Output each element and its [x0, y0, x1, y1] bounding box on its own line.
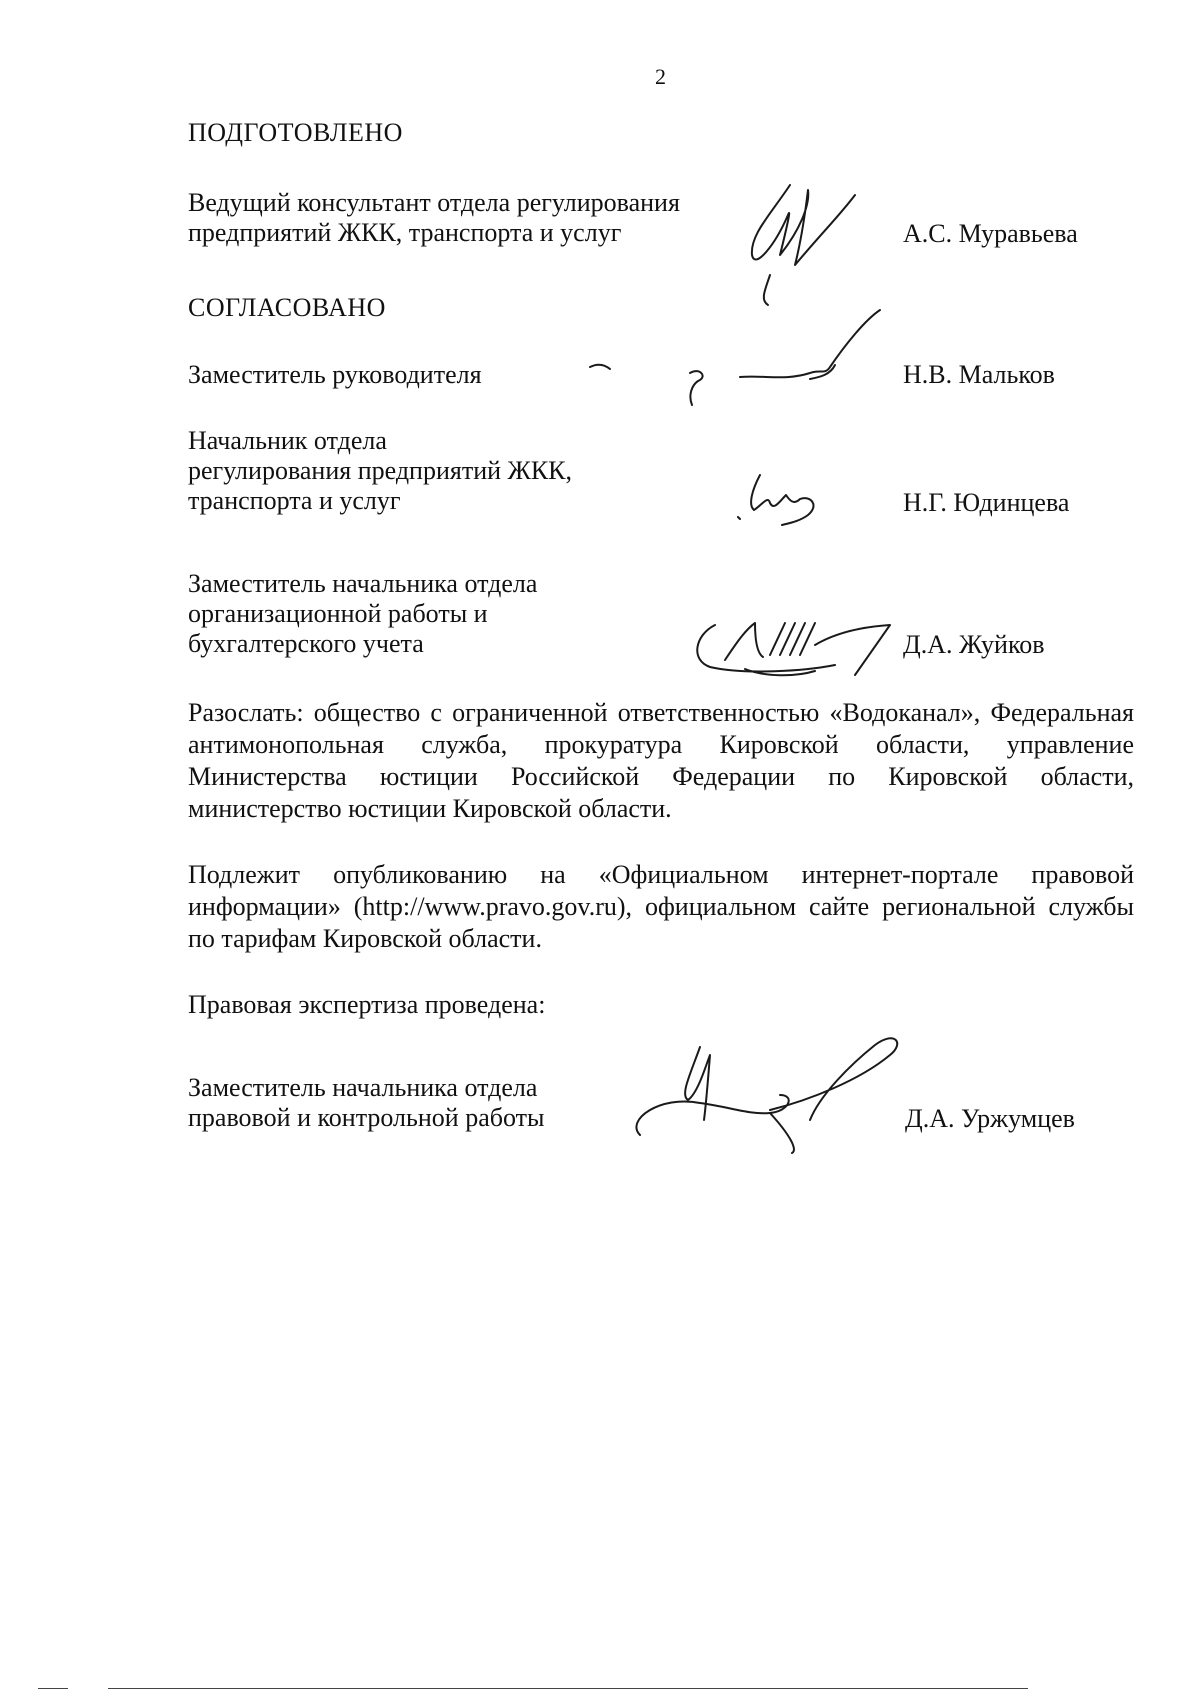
- position-line: Заместитель руководителя: [188, 360, 482, 389]
- signature-muravyeva: [730, 175, 880, 315]
- position-line: Заместитель начальника отдела: [188, 569, 538, 598]
- agreed-heading: СОГЛАСОВАНО: [188, 293, 386, 322]
- position-line: бухгалтерского учета: [188, 629, 424, 658]
- agreed-signer-2-position: [188, 426, 572, 516]
- legal-review-signer-name: Д.А. Уржумцев: [905, 1104, 1075, 1133]
- agreed-signer-1-name: Н.В. Мальков: [903, 360, 1055, 389]
- position-line: предприятий ЖКК, транспорта и услуг: [188, 218, 622, 247]
- signature-urzhumtsev: [620, 1025, 920, 1155]
- signature-yudintseva: [730, 465, 840, 535]
- legal-review-statement: Правовая экспертиза проведена:: [188, 990, 546, 1019]
- agreed-signer-3-position: [188, 569, 537, 659]
- prepared-heading: ПОДГОТОВЛЕНО: [188, 118, 403, 147]
- prepared-position: [188, 188, 680, 248]
- prepared-signer-name: А.С. Муравьева: [903, 219, 1078, 248]
- footer-rule-mark: [38, 1688, 68, 1689]
- agreed-signer-2-name: Н.Г. Юдинцева: [903, 488, 1070, 517]
- signature-zhuykov: [685, 605, 905, 685]
- agreed-signer-1-position: [188, 360, 482, 390]
- position-line: организационной работы и: [188, 599, 488, 628]
- agreed-signer-3-name: Д.А. Жуйков: [903, 630, 1045, 659]
- signature-malkov: [580, 305, 910, 415]
- distribution-paragraph: Разослать: общество с ограниченной ответственностью «Водоканал», Федеральная антимонопольная служба, прокуратура Кировской области, управление Министерства юстиции Российской Федерации по Кировской области, министерство юстиции Кировской области.: [188, 698, 1134, 823]
- position-line: Начальник отдела: [188, 426, 387, 455]
- page-number: 2: [655, 64, 666, 89]
- position-line: правовой и контрольной работы: [188, 1103, 545, 1132]
- position-line: транспорта и услуг: [188, 486, 401, 515]
- position-line: Заместитель начальника отдела: [188, 1073, 538, 1102]
- position-line: Ведущий консультант отдела регулирования: [188, 188, 680, 217]
- legal-review-position: [188, 1073, 544, 1133]
- footer-rule: [108, 1688, 1028, 1689]
- publication-paragraph: Подлежит опубликованию на «Официальном интернет-портале правовой информации» (http://www.pravo.gov.ru), официальном сайте региональной службы по тарифам Кировской области.: [188, 860, 1134, 953]
- position-line: регулирования предприятий ЖКК,: [188, 456, 573, 485]
